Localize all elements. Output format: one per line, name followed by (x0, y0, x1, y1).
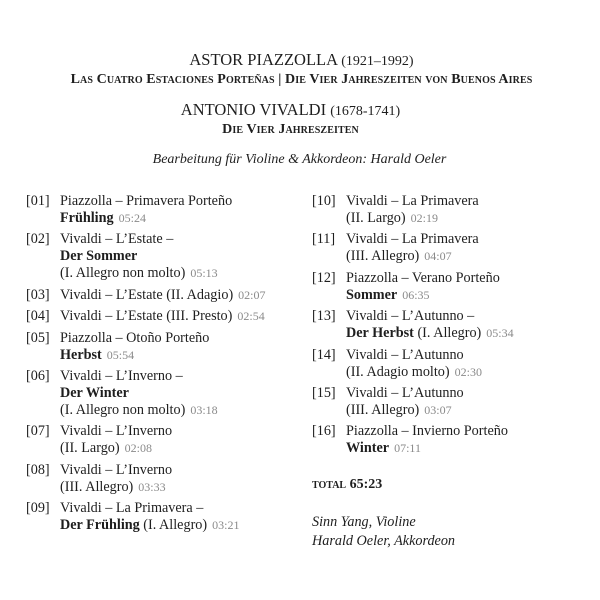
track-text: Piazzolla – Verano Porteño (346, 269, 500, 286)
track-line (60, 462, 306, 479)
total-duration (312, 476, 572, 493)
track-line (60, 287, 306, 304)
track-title (346, 231, 572, 265)
track-duration: 02:54 (237, 309, 265, 324)
composer-years: (1921–1992) (341, 54, 414, 69)
track-line (60, 385, 306, 402)
track-item (26, 287, 306, 304)
track-line (60, 402, 306, 419)
track-text: (II. Largo) (346, 210, 406, 226)
track-line (60, 440, 306, 457)
track-item (26, 308, 306, 325)
subtitle-vivaldi: Die Vier Jahreszeiten (222, 122, 359, 137)
track-title (346, 423, 572, 457)
track-text: Vivaldi – L’Inverno – (60, 367, 183, 384)
track-text: Vivaldi – L’Autunno (346, 384, 464, 401)
arrangement-credit: Bearbeitung für Violine & Akkordeon: Harald Oeler (152, 152, 447, 167)
track-text: (III. Allegro) (346, 248, 420, 265)
track-duration: 03:21 (212, 518, 240, 533)
track-title (60, 423, 306, 457)
season-title: Der Herbst (346, 325, 414, 342)
track-line (60, 500, 306, 517)
movement-text: (I. Allegro) (417, 325, 482, 342)
track-line (60, 308, 306, 325)
composer-years: (1678-1741) (330, 104, 401, 119)
track-number: [06] (26, 367, 50, 384)
track-text: (II. Adagio molto) (346, 363, 450, 380)
track-number: [15] (312, 384, 336, 401)
season-title: Der Frühling (60, 517, 140, 534)
track-line (60, 248, 306, 265)
track-line (60, 265, 306, 282)
subtitle-piazzolla: Las Cuatro Estaciones Porteñas | Die Vier Jahreszeiten von Buenos Aires (70, 72, 533, 87)
track-item (26, 423, 306, 457)
track-duration: 02:08 (124, 441, 152, 456)
track-text: Vivaldi – La Primavera (346, 193, 479, 209)
track-line (60, 517, 306, 534)
track-line (346, 347, 572, 364)
track-item (312, 423, 572, 457)
track-title (60, 330, 306, 364)
track-line (60, 193, 306, 210)
track-duration: 02:30 (454, 364, 482, 379)
track-line (346, 210, 572, 227)
track-item (312, 347, 572, 381)
track-text: (I. Allegro non molto) (60, 401, 186, 418)
track-text: Vivaldi – La Primavera (346, 231, 479, 248)
track-text: Vivaldi – L’Autunno (346, 346, 464, 363)
track-duration: 02:07 (238, 287, 266, 302)
track-line (346, 308, 572, 325)
track-item (26, 231, 306, 282)
track-item (312, 193, 572, 227)
track-text: Vivaldi – L’Inverno (60, 461, 173, 478)
track-title (60, 287, 306, 304)
track-item (312, 385, 572, 419)
header (0, 50, 600, 168)
movement-text: (I. Allegro) (143, 517, 208, 534)
track-title (346, 347, 572, 381)
track-line (346, 423, 572, 440)
track-text: Vivaldi – L’Estate – (60, 231, 174, 248)
track-text: Vivaldi – L’Autunno – (346, 308, 475, 325)
track-number: [07] (26, 423, 50, 440)
track-line (60, 368, 306, 385)
track-item (26, 193, 306, 227)
track-duration: 03:18 (190, 402, 218, 417)
track-text: Piazzolla – Otoño Porteño (60, 329, 210, 346)
season-title: Winter (346, 440, 390, 457)
track-line (60, 210, 306, 227)
track-duration: 06:35 (402, 287, 430, 302)
track-text: (I. Allegro non molto) (60, 265, 186, 282)
total-value: 65:23 (349, 477, 383, 493)
track-title (60, 462, 306, 496)
track-text: Vivaldi – L’Estate (II. Adagio) (60, 286, 234, 303)
track-number: [04] (26, 308, 50, 325)
tracklist-right-tracks (312, 193, 572, 457)
track-line (60, 479, 306, 496)
track-line (346, 287, 572, 304)
track-number: [10] (312, 193, 336, 209)
track-text: Vivaldi – L’Inverno (60, 423, 173, 440)
track-duration: 05:13 (190, 266, 218, 281)
season-title: Frühling (60, 210, 114, 226)
track-item (312, 308, 572, 342)
track-line (60, 423, 306, 440)
tracklist-right (312, 193, 572, 551)
track-text: (III. Allegro) (346, 401, 420, 418)
track-number: [01] (26, 193, 50, 209)
performer-accordion: Harald Oeler, Akkordeon (312, 533, 456, 550)
season-title: Herbst (60, 346, 102, 363)
track-title (60, 368, 306, 419)
track-line (346, 270, 572, 287)
track-text: Piazzolla – Primavera Porteño (60, 193, 233, 209)
track-title (60, 308, 306, 325)
track-text: (III. Allegro) (60, 478, 134, 495)
track-number: [03] (26, 286, 50, 303)
track-line (60, 347, 306, 364)
season-title: Der Winter (60, 384, 129, 401)
track-item (312, 231, 572, 265)
track-number: [13] (312, 308, 336, 325)
track-title (346, 193, 572, 227)
track-line (346, 325, 572, 342)
track-line (346, 385, 572, 402)
track-title (346, 385, 572, 419)
composer-vivaldi (0, 100, 600, 121)
track-title (60, 500, 306, 534)
track-line (346, 440, 572, 457)
composer-piazzolla (3, 50, 600, 71)
performers (312, 513, 572, 551)
track-text: (II. Largo) (60, 440, 120, 457)
track-line (346, 402, 572, 419)
track-line (346, 364, 572, 381)
track-duration: 05:54 (106, 347, 135, 362)
track-duration: 02:19 (410, 211, 438, 225)
track-line (346, 231, 572, 248)
track-duration: 03:07 (424, 402, 452, 417)
track-duration: 04:07 (424, 249, 452, 264)
track-number: [08] (26, 461, 50, 478)
track-number: [16] (312, 423, 336, 440)
track-duration: 03:33 (138, 479, 166, 494)
track-item (26, 330, 306, 364)
track-title (346, 270, 572, 304)
track-number: [09] (26, 500, 50, 517)
track-item (26, 500, 306, 534)
track-number: [02] (26, 231, 50, 248)
track-line (346, 248, 572, 265)
season-title: Sommer (346, 286, 398, 303)
track-line (60, 231, 306, 248)
track-line (346, 193, 572, 210)
track-line (60, 330, 306, 347)
performer-violin: Sinn Yang, Violine (312, 514, 416, 531)
track-text: Vivaldi – La Primavera – (60, 500, 204, 517)
track-title (346, 308, 572, 342)
track-duration: 07:11 (394, 441, 421, 456)
track-duration: 05:24 (118, 211, 146, 225)
track-duration: 05:34 (486, 326, 514, 341)
track-title (60, 231, 306, 282)
track-number: [05] (26, 329, 50, 346)
track-text: Vivaldi – L’Estate (III. Presto) (60, 308, 233, 325)
track-item (26, 462, 306, 496)
season-title: Der Sommer (60, 248, 138, 265)
track-number: [11] (312, 231, 336, 248)
track-number: [12] (312, 269, 336, 286)
composer-name: ASTOR PIAZZOLLA (189, 50, 338, 69)
track-item (26, 368, 306, 419)
tracklist-left (26, 193, 306, 539)
composer-name: ANTONIO VIVALDI (180, 100, 327, 119)
track-text: Piazzolla – Invierno Porteño (346, 423, 508, 440)
total-label: total (312, 477, 347, 493)
track-number: [14] (312, 346, 336, 363)
track-title (60, 193, 306, 227)
track-item (312, 270, 572, 304)
